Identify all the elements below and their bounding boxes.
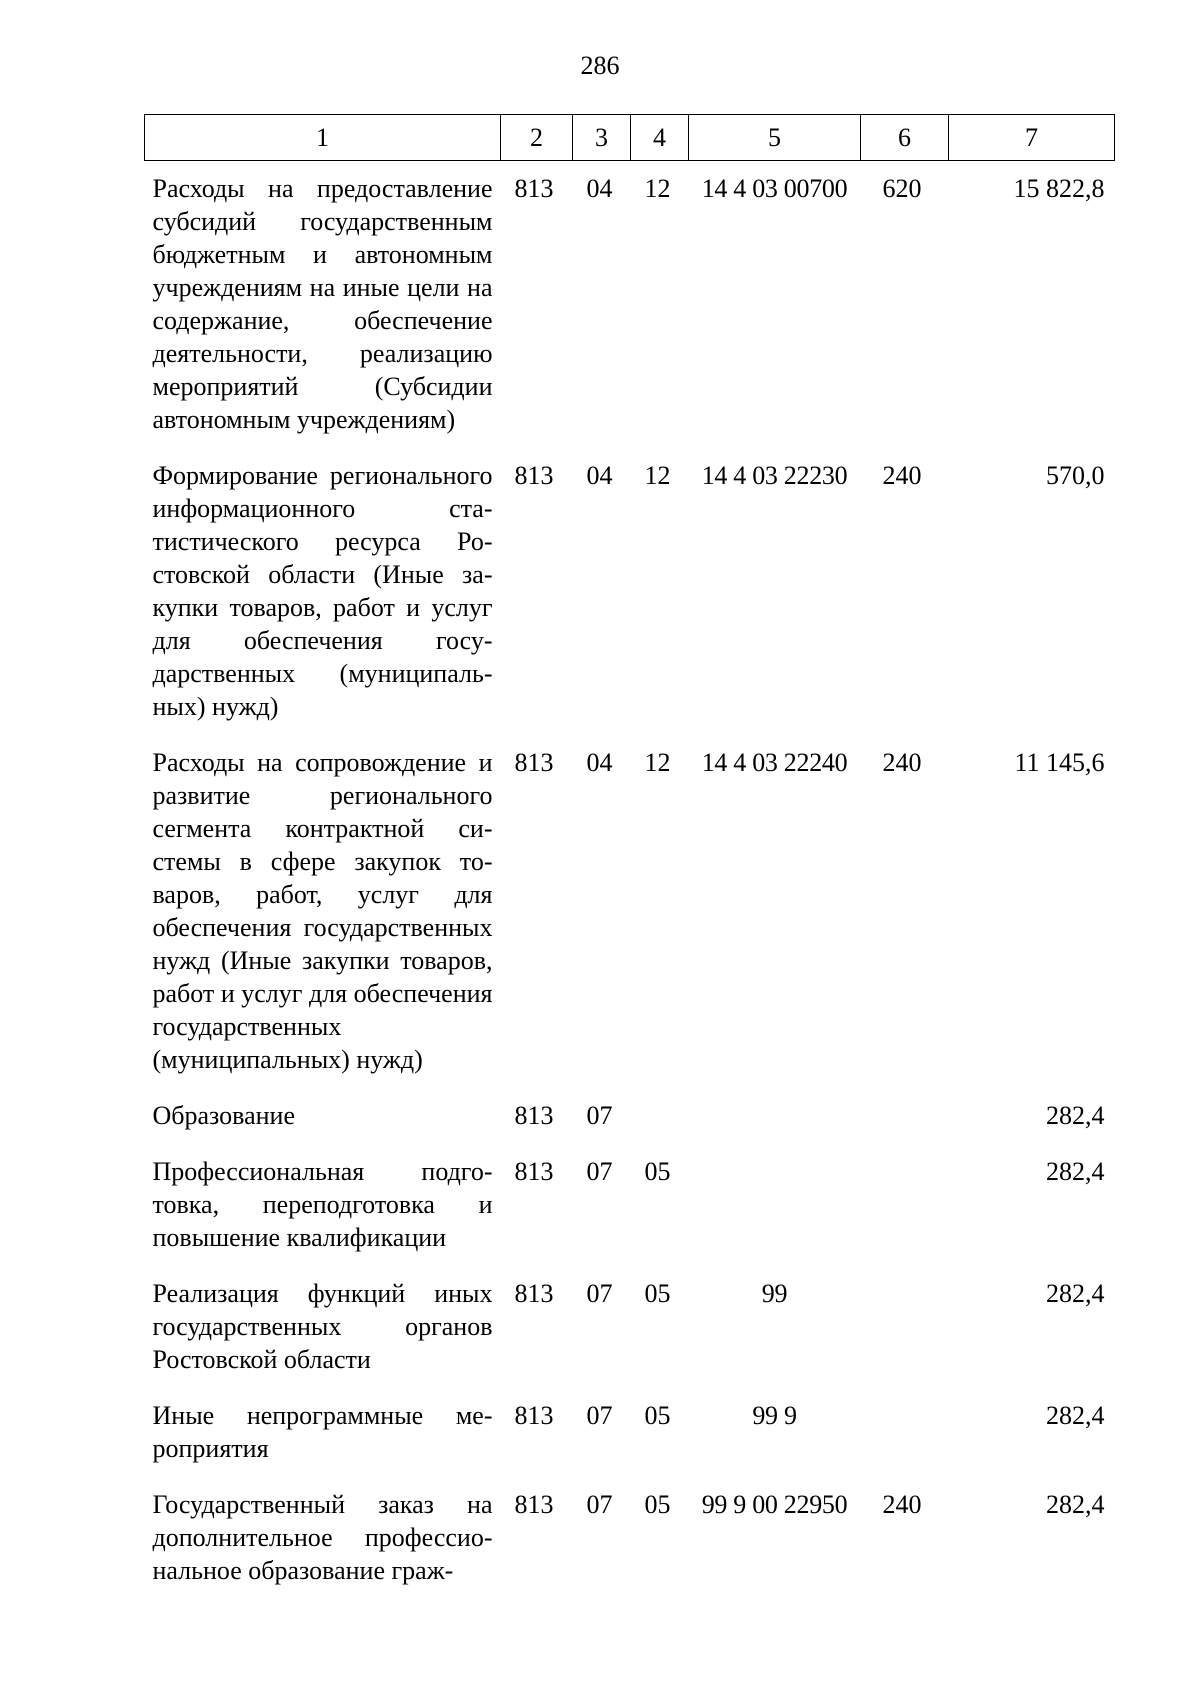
header-col-5: 5 — [689, 115, 861, 161]
row-target-article: 14 4 03 00700 — [701, 174, 848, 203]
row-amount: 282,4 — [1046, 1157, 1105, 1186]
row-expense-type — [861, 1388, 949, 1477]
header-col-6: 6 — [861, 115, 949, 161]
row-subsection-code: 05 — [644, 1157, 671, 1186]
row-subsection-code: 12 — [644, 174, 671, 203]
table-body — [145, 161, 1115, 1600]
row-ministry-code: 813 — [514, 1401, 554, 1430]
table-row — [145, 1477, 1115, 1599]
row-target-article: 99 9 00 22950 — [701, 1490, 848, 1519]
row-description: Иные непрограммные мероприятия — [152, 1401, 493, 1463]
row-section-code: 04 — [586, 174, 613, 203]
row-ministry-code: 813 — [514, 1157, 554, 1186]
row-amount: 282,4 — [1046, 1490, 1105, 1519]
row-amount: 282,4 — [1046, 1101, 1105, 1130]
row-section-code: 04 — [586, 748, 613, 777]
row-section-code: 07 — [586, 1157, 613, 1186]
row-expense-type: 240 — [882, 748, 922, 777]
header-col-1: 1 — [145, 115, 501, 161]
row-description: Профессиональная подготовка, переподготовка и повышение квалификации — [152, 1157, 493, 1252]
row-section-code: 07 — [586, 1101, 613, 1130]
row-section-code: 04 — [586, 461, 613, 490]
row-ministry-code: 813 — [514, 748, 554, 777]
row-expense-type — [861, 1088, 949, 1144]
table-row — [145, 1144, 1115, 1266]
table-row — [145, 1266, 1115, 1388]
row-description: Расходы на предоставление субсидий государственным бюджетным и автономным учреждениям на иные цели на содержание, обеспечение деятельности, реализацию мероприятий (Субсидии автономным учреждениям) — [152, 174, 493, 434]
row-subsection-code: 05 — [644, 1401, 671, 1430]
row-subsection-code — [631, 1088, 689, 1144]
header-row — [145, 115, 1115, 161]
row-description: Формирование регионального информационного статистического ресурса Ростовской области (Иные закупки товаров, работ и услуг для обеспечения государственных (муниципальных) нужд) — [152, 461, 493, 721]
row-subsection-code: 12 — [644, 461, 671, 490]
row-expense-type — [861, 1266, 949, 1388]
header-col-3: 3 — [573, 115, 631, 161]
row-description: Образование — [152, 1101, 296, 1130]
table-row — [145, 735, 1115, 1088]
budget-table — [144, 114, 1115, 1599]
row-subsection-code: 05 — [644, 1279, 671, 1308]
row-ministry-code: 813 — [514, 461, 554, 490]
row-amount: 282,4 — [1046, 1401, 1105, 1430]
row-ministry-code: 813 — [514, 1101, 554, 1130]
row-expense-type: 620 — [882, 174, 922, 203]
row-target-article — [689, 1088, 861, 1144]
row-amount: 11 145,6 — [1014, 748, 1105, 777]
row-target-article: 99 9 — [752, 1401, 797, 1430]
row-description: Реализация функций иных государственных органов Ростовской области — [152, 1279, 493, 1374]
table-header — [145, 115, 1115, 161]
row-section-code: 07 — [586, 1279, 613, 1308]
row-expense-type: 240 — [882, 1490, 922, 1519]
row-ministry-code: 813 — [514, 1279, 554, 1308]
row-section-code: 07 — [586, 1401, 613, 1430]
table-row — [145, 161, 1115, 449]
row-amount: 15 822,8 — [1013, 174, 1105, 203]
row-ministry-code: 813 — [514, 174, 554, 203]
header-col-7: 7 — [949, 115, 1115, 161]
row-amount: 282,4 — [1046, 1279, 1105, 1308]
row-description: Государственный заказ на дополнительное профессиональное образование граж- — [152, 1490, 493, 1585]
row-description: Расходы на сопровождение и развитие регионального сегмента контрактной системы в сфере закупок товаров, работ, услуг для обеспечения государственных нужд (Иные закупки товаров, работ и услуг для обеспечения государственных (муниципальных) нужд) — [152, 748, 493, 1074]
page-number: 286 — [580, 51, 620, 80]
row-amount: 570,0 — [1046, 461, 1105, 490]
row-subsection-code: 12 — [644, 748, 671, 777]
table-row — [145, 1388, 1115, 1477]
table-row — [145, 448, 1115, 735]
header-col-2: 2 — [501, 115, 573, 161]
row-expense-type — [861, 1144, 949, 1266]
header-col-4: 4 — [631, 115, 689, 161]
row-ministry-code: 813 — [514, 1490, 554, 1519]
row-subsection-code: 05 — [644, 1490, 671, 1519]
row-expense-type: 240 — [882, 461, 922, 490]
row-target-article — [689, 1144, 861, 1266]
row-target-article: 14 4 03 22230 — [701, 461, 848, 490]
row-section-code: 07 — [586, 1490, 613, 1519]
table-row — [145, 1088, 1115, 1144]
row-target-article: 99 — [761, 1279, 788, 1308]
row-target-article: 14 4 03 22240 — [701, 748, 848, 777]
